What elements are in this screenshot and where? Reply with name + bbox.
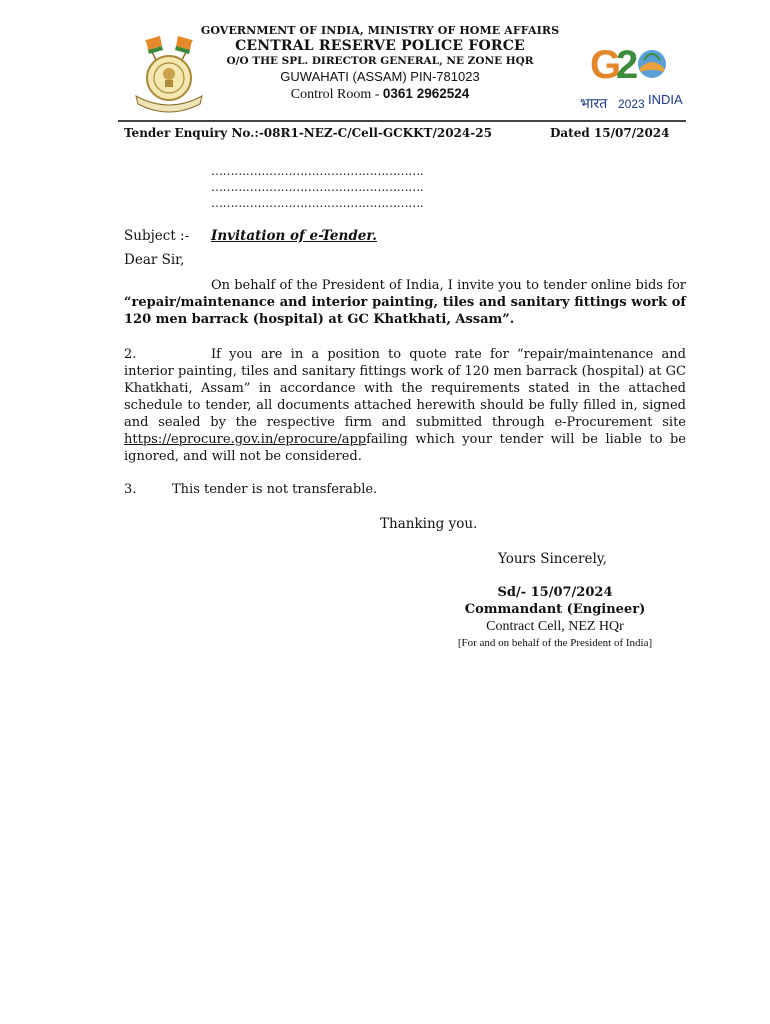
svg-text:भारत: भारत: [580, 96, 608, 112]
header-divider: [118, 120, 686, 122]
svg-text:INDIA: INDIA: [648, 92, 683, 107]
on-behalf-note: [For and on behalf of the President of India]: [457, 637, 653, 649]
g20-logo-icon: [578, 38, 686, 116]
eprocure-link[interactable]: https://eprocure.gov.in/eprocure/app: [124, 432, 367, 447]
tender-enquiry-number: Tender Enquiry No.:-08R1-NEZ-C/Cell-GCKKT/2024-25: [124, 126, 492, 140]
paragraph-2: [124, 346, 686, 465]
subject-value: Invitation of e-Tender.: [211, 228, 377, 244]
paragraph-1-text: On behalf of the President of India, I invite you to tender online bids for: [211, 278, 686, 293]
thanking-you: Thanking you.: [380, 516, 478, 532]
yours-sincerely: Yours Sincerely,: [498, 551, 607, 567]
paragraph-2-number: 2.: [124, 347, 137, 362]
paragraph-2-text-end: failing which your tender will be liable to be ignored, and will not be considered.: [124, 432, 686, 464]
header-control-room: [200, 86, 560, 103]
address-line: ……………………………………………….: [211, 164, 424, 178]
svg-text:G: G: [590, 43, 622, 87]
paragraph-1: [124, 277, 686, 328]
tender-date: Dated 15/07/2024: [550, 126, 670, 140]
svg-text:2: 2: [616, 43, 639, 87]
header-address: GUWAHATI (ASSAM) PIN-781023: [280, 69, 480, 84]
paragraph-1-work-title: “repair/maintenance and interior painting, tiles and sanitary fittings work of 120 men barrack (hospital) at GC Khatkhati, Assam”.: [124, 295, 686, 327]
header-office: O/O THE SPL. DIRECTOR GENERAL, NE ZONE HQR: [226, 55, 534, 67]
control-room-number: 0361 2962524: [382, 86, 470, 101]
salutation: Dear Sir,: [124, 252, 185, 268]
subject-label: Subject :-: [124, 228, 190, 244]
address-line: ……………………………………………….: [211, 196, 424, 210]
signatory-office: Contract Cell, NEZ HQr: [486, 619, 624, 634]
signature-date: Sd/- 15/07/2024: [497, 585, 613, 600]
paragraph-3-number: 3.: [124, 482, 137, 497]
address-line: ……………………………………………….: [211, 180, 424, 194]
crpf-emblem-icon: [128, 34, 210, 116]
control-room-label: Control Room -: [290, 87, 383, 102]
signatory-designation: Commandant (Engineer): [464, 602, 646, 617]
header-force-name: CENTRAL RESERVE POLICE FORCE: [235, 38, 525, 54]
paragraph-2-text: If you are in a position to quote rate for “repair/maintenance and interior painting, tiles and sanitary fittings work of 120 men barrack (hospital) at GC Khatkhati, Assam” in accordance with the requirements stated in the attached schedule to tender, all documents attached herewith should be fully filled in, signed and sealed by the respective firm and submitted through e-Procurement site: [124, 347, 686, 430]
svg-text:2023: 2023: [618, 97, 645, 111]
paragraph-3-text: This tender is not transferable.: [172, 482, 378, 497]
header-ministry: GOVERNMENT OF INDIA, MINISTRY OF HOME AFFAIRS: [200, 24, 560, 37]
